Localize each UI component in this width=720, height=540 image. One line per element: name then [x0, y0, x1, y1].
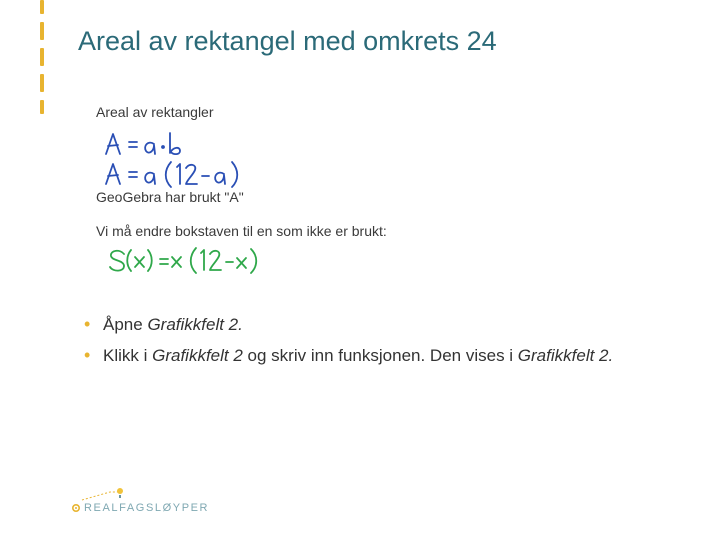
instruction-list [84, 312, 684, 374]
bullet-dot: • [84, 314, 91, 334]
handwritten-notes-image [96, 102, 456, 282]
change-letter-note: Vi må endre bokstaven til en som ikke er brukt: [96, 223, 387, 239]
gear-icon [73, 505, 79, 511]
realfagsloyper-logo [70, 486, 210, 522]
formula-function-sx [96, 246, 266, 274]
accent-dash-column [40, 0, 44, 120]
list-item: • Åpne Grafikkfelt 2. [84, 312, 684, 337]
notes-heading: Areal av rektangler [96, 104, 214, 120]
formula-area-product [96, 130, 206, 156]
lightbulb-icon [117, 488, 123, 498]
list-item: • Klikk i Grafikkfelt 2 og skriv inn funksjonen. Den vises i Grafikkfelt 2. [84, 343, 684, 368]
geogebra-note: GeoGebra har brukt "A" [96, 189, 244, 205]
formula-area-substituted [96, 160, 256, 188]
logo-text: REALFAGSLØYPER [84, 502, 210, 514]
slide-title: Areal av rektangel med omkrets 24 [78, 26, 497, 56]
bullet-dot: • [84, 345, 91, 365]
